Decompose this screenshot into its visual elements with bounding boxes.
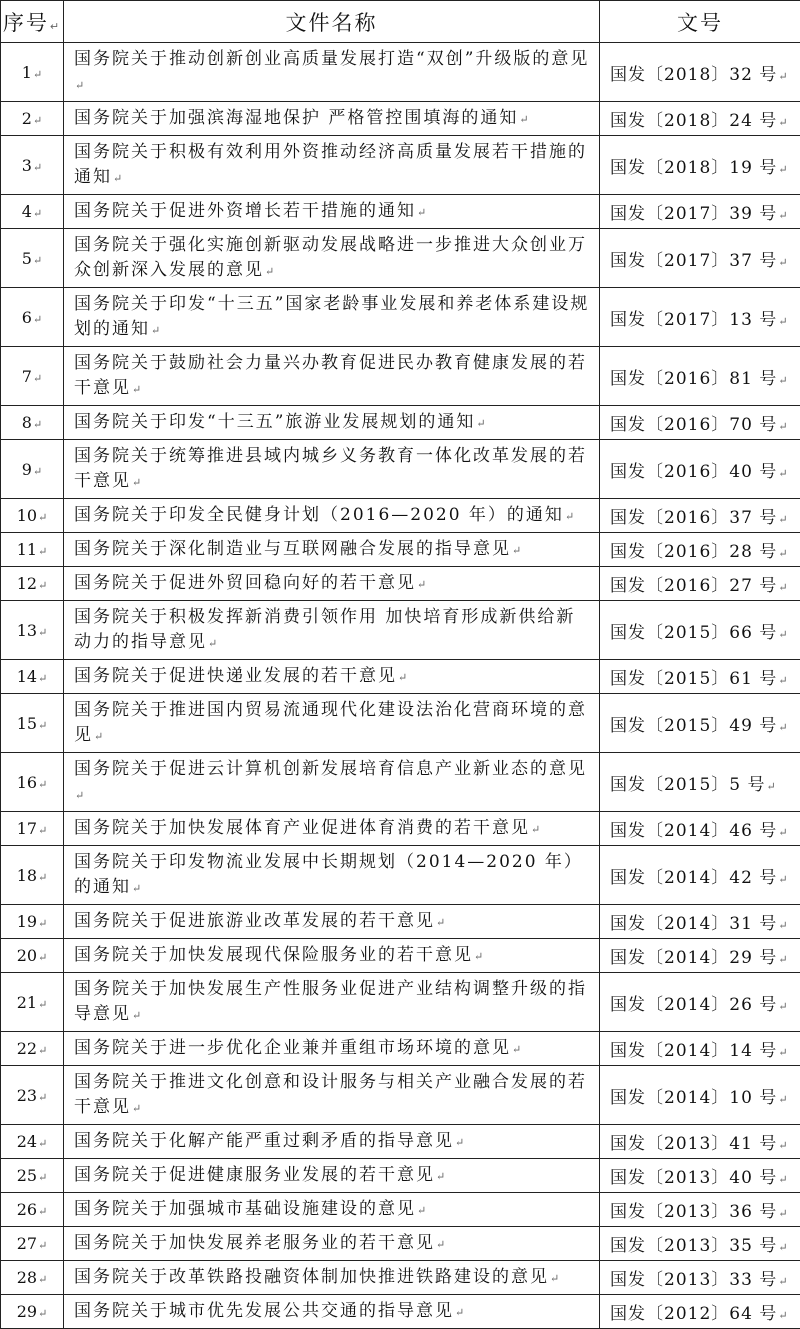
row-serial-number-text: 5 (22, 249, 32, 268)
table-row (1, 753, 800, 812)
paragraph-mark-icon: ↵ (38, 1171, 47, 1184)
row-document-code (600, 753, 800, 812)
row-serial-number-text: 26 (17, 1200, 37, 1219)
row-serial-number-text: 1 (22, 63, 32, 82)
paragraph-mark-icon: ↵ (778, 919, 788, 932)
paragraph-mark-icon: ↵ (436, 1170, 447, 1183)
paragraph-mark-icon: ↵ (565, 510, 576, 523)
row-document-code-text: 国发〔2018〕19 号 (610, 158, 777, 178)
paragraph-mark-icon: ↵ (38, 672, 47, 685)
paragraph-mark-icon: ↵ (33, 207, 42, 220)
table-row (1, 499, 800, 533)
paragraph-mark-icon: ↵ (38, 1091, 47, 1104)
row-document-name (64, 567, 600, 601)
row-document-code (600, 905, 800, 939)
row-serial-number-text: 7 (22, 367, 32, 386)
row-document-code-text: 国发〔2013〕40 号 (610, 1168, 777, 1188)
paragraph-mark-icon: ↵ (38, 579, 47, 592)
row-serial-number-text: 18 (17, 866, 37, 885)
paragraph-mark-icon: ↵ (778, 1241, 788, 1254)
table-row (1, 1125, 800, 1159)
row-document-code-text: 国发〔2014〕31 号 (610, 914, 777, 934)
row-document-code (600, 195, 800, 229)
row-document-name-text: 国务院关于深化制造业与互联网融合发展的指导意见 (74, 539, 511, 559)
row-document-name-text: 国务院关于促进云计算机创新发展培育信息产业新业态的意见 (74, 759, 587, 779)
paragraph-mark-icon: ↵ (778, 163, 788, 176)
paragraph-mark-icon: ↵ (113, 172, 124, 185)
row-serial-number-text: 28 (17, 1268, 37, 1287)
table-row (1, 601, 800, 660)
paragraph-mark-icon: ↵ (132, 1009, 143, 1022)
paragraph-mark-icon: ↵ (33, 418, 42, 431)
paragraph-mark-icon: ↵ (778, 721, 788, 734)
row-serial-number (1, 660, 64, 694)
paragraph-mark-icon: ↵ (550, 1272, 561, 1285)
paragraph-mark-icon: ↵ (778, 873, 788, 886)
paragraph-mark-icon: ↵ (417, 1204, 428, 1217)
paragraph-mark-icon: ↵ (778, 70, 788, 83)
row-serial-number-text: 19 (17, 912, 37, 931)
row-document-code (600, 1227, 800, 1261)
paragraph-mark-icon: ↵ (778, 256, 788, 269)
row-document-name-text: 国务院关于促进外贸回稳向好的若干意见 (74, 573, 416, 593)
row-document-name (64, 694, 600, 753)
paragraph-mark-icon: ↵ (455, 1136, 466, 1149)
row-document-name (64, 601, 600, 660)
table-row (1, 660, 800, 694)
row-document-name (64, 288, 600, 347)
row-document-code (600, 567, 800, 601)
paragraph-mark-icon: ↵ (38, 626, 47, 639)
paragraph-mark-icon: ↵ (512, 544, 523, 557)
row-serial-number-text: 17 (17, 819, 37, 838)
row-serial-number (1, 973, 64, 1032)
table-row (1, 406, 800, 440)
header-serial-label: 序号 (3, 11, 49, 35)
paragraph-mark-icon: ↵ (38, 1044, 47, 1057)
row-document-code (600, 1159, 800, 1193)
row-document-name (64, 1032, 600, 1066)
row-document-name-text: 国务院关于改革铁路投融资体制加快推进铁路建设的意见 (74, 1267, 549, 1287)
paragraph-mark-icon: ↵ (778, 1275, 788, 1288)
paragraph-mark-icon: ↵ (455, 1306, 466, 1319)
paragraph-mark-icon: ↵ (33, 372, 42, 385)
row-document-code-text: 国发〔2016〕81 号 (610, 369, 777, 389)
header-serial-number (1, 1, 64, 43)
row-document-name-text: 国务院关于印发物流业发展中长期规划（2014—2020 年）的通知 (74, 852, 583, 897)
row-serial-number (1, 567, 64, 601)
row-document-code-text: 国发〔2015〕49 号 (610, 716, 777, 736)
row-document-name (64, 43, 600, 102)
header-document-name: 文件名称 (64, 1, 600, 43)
row-document-name (64, 533, 600, 567)
paragraph-mark-icon: ↵ (132, 476, 143, 489)
row-document-name-text: 国务院关于印发全民健身计划（2016—2020 年）的通知 (74, 505, 564, 525)
row-document-code-text: 国发〔2014〕42 号 (610, 868, 777, 888)
row-document-name (64, 1066, 600, 1125)
paragraph-mark-icon: ↵ (208, 637, 219, 650)
row-document-name-text: 国务院关于促进健康服务业发展的若干意见 (74, 1165, 435, 1185)
row-document-code (600, 440, 800, 499)
paragraph-mark-icon: ↵ (436, 916, 447, 929)
paragraph-mark-icon: ↵ (33, 465, 42, 478)
row-document-name-text: 国务院关于加强滨海湿地保护 严格管控围填海的通知 (74, 108, 518, 128)
row-document-code (600, 660, 800, 694)
paragraph-mark-icon: ↵ (778, 374, 788, 387)
row-document-name-text: 国务院关于统筹推进县域内城乡义务教育一体化改革发展的若干意见 (74, 446, 587, 491)
row-document-name (64, 102, 600, 136)
row-document-code (600, 1125, 800, 1159)
paragraph-mark-icon: ↵ (778, 116, 788, 129)
row-document-name (64, 973, 600, 1032)
paragraph-mark-icon: ↵ (417, 206, 428, 219)
row-document-name (64, 939, 600, 973)
paragraph-mark-icon: ↵ (75, 79, 86, 92)
row-document-name-text: 国务院关于进一步优化企业兼并重组市场环境的意见 (74, 1038, 511, 1058)
paragraph-mark-icon: ↵ (778, 209, 788, 222)
row-document-code (600, 102, 800, 136)
row-document-name-text: 国务院关于加快发展生产性服务业促进产业结构调整升级的指导意见 (74, 979, 587, 1024)
table-row (1, 694, 800, 753)
paragraph-mark-icon: ↵ (778, 1309, 788, 1322)
paragraph-mark-icon: ↵ (33, 114, 42, 127)
row-document-name (64, 440, 600, 499)
row-document-code (600, 136, 800, 195)
row-serial-number (1, 601, 64, 660)
paragraph-mark-icon: ↵ (778, 953, 788, 966)
row-serial-number (1, 440, 64, 499)
row-serial-number-text: 10 (17, 506, 37, 525)
paragraph-mark-icon: ↵ (33, 68, 42, 81)
row-document-name-text: 国务院关于鼓励社会力量兴办教育促进民办教育健康发展的若干意见 (74, 353, 587, 398)
table-row (1, 846, 800, 905)
row-document-name-text: 国务院关于促进快递业发展的若干意见 (74, 666, 397, 686)
row-document-code (600, 601, 800, 660)
row-serial-number-text: 16 (17, 773, 37, 792)
paragraph-mark-icon: ↵ (476, 417, 487, 430)
row-serial-number-text: 2 (22, 109, 32, 128)
paragraph-mark-icon: ↵ (151, 324, 162, 337)
row-document-name (64, 406, 600, 440)
table-row (1, 440, 800, 499)
row-serial-number-text: 11 (17, 540, 37, 559)
paragraph-mark-icon: ↵ (33, 313, 42, 326)
paragraph-mark-icon: ↵ (778, 1207, 788, 1220)
paragraph-mark-icon: ↵ (778, 628, 788, 641)
row-serial-number-text: 21 (17, 993, 37, 1012)
paragraph-mark-icon: ↵ (38, 871, 47, 884)
row-document-name (64, 660, 600, 694)
row-document-name (64, 229, 600, 288)
row-document-code (600, 1261, 800, 1295)
row-document-code-text: 国发〔2016〕27 号 (610, 576, 777, 596)
row-serial-number (1, 229, 64, 288)
row-document-name-text: 国务院关于城市优先发展公共交通的指导意见 (74, 1301, 454, 1321)
row-document-code (600, 499, 800, 533)
row-serial-number (1, 533, 64, 567)
row-document-code-text: 国发〔2013〕33 号 (610, 1270, 777, 1290)
row-document-code-text: 国发〔2012〕64 号 (610, 1304, 777, 1324)
table-row (1, 1159, 800, 1193)
paragraph-mark-icon: ↵ (778, 467, 788, 480)
row-document-name (64, 1125, 600, 1159)
row-serial-number-text: 15 (17, 714, 37, 733)
paragraph-mark-icon: ↵ (38, 1205, 47, 1218)
row-document-code-text: 国发〔2016〕37 号 (610, 508, 777, 528)
row-serial-number (1, 905, 64, 939)
paragraph-mark-icon: ↵ (265, 265, 276, 278)
row-document-name (64, 753, 600, 812)
row-document-name (64, 1261, 600, 1295)
paragraph-mark-icon: ↵ (519, 113, 530, 126)
row-document-code-text: 国发〔2014〕14 号 (610, 1041, 777, 1061)
row-document-code (600, 1066, 800, 1125)
paragraph-mark-icon: ↵ (778, 1093, 788, 1106)
row-document-name-text: 国务院关于强化实施创新驱动发展战略进一步推进大众创业万众创新深入发展的意见 (74, 235, 587, 280)
paragraph-mark-icon: ↵ (778, 1139, 788, 1152)
paragraph-mark-icon: ↵ (38, 951, 47, 964)
paragraph-mark-icon: ↵ (38, 545, 47, 558)
row-document-code (600, 43, 800, 102)
row-serial-number-text: 22 (17, 1039, 37, 1058)
row-document-code-text: 国发〔2015〕5 号 (610, 775, 765, 795)
row-document-name (64, 1159, 600, 1193)
paragraph-mark-icon: ↵ (75, 789, 86, 802)
paragraph-mark-icon: ↵ (38, 778, 47, 791)
table-row (1, 195, 800, 229)
row-serial-number (1, 288, 64, 347)
row-document-code (600, 1032, 800, 1066)
paragraph-mark-icon: ↵ (512, 1043, 523, 1056)
table-row (1, 939, 800, 973)
row-document-name (64, 905, 600, 939)
row-serial-number-text: 12 (17, 574, 37, 593)
row-document-name-text: 国务院关于积极发挥新消费引领作用 加快培育形成新供给新动力的指导意见 (74, 607, 575, 652)
table-row (1, 43, 800, 102)
row-document-code-text: 国发〔2014〕46 号 (610, 821, 777, 841)
row-serial-number-text: 29 (17, 1302, 37, 1321)
row-serial-number (1, 939, 64, 973)
row-document-code (600, 288, 800, 347)
paragraph-mark-icon: ↵ (94, 730, 105, 743)
row-document-name-text: 国务院关于加快发展体育产业促进体育消费的若干意见 (74, 818, 530, 838)
table-row (1, 347, 800, 406)
row-document-name-text: 国务院关于促进外资增长若干措施的通知 (74, 201, 416, 221)
paragraph-mark-icon: ↵ (436, 1238, 447, 1251)
paragraph-mark-icon: ↵ (38, 824, 47, 837)
row-serial-number-text: 6 (22, 308, 32, 327)
paragraph-mark-icon: ↵ (778, 315, 788, 328)
paragraph-mark-icon: ↵ (33, 161, 42, 174)
row-document-name-text: 国务院关于推进文化创意和设计服务与相关产业融合发展的若干意见 (74, 1072, 587, 1117)
row-document-name (64, 812, 600, 846)
row-document-code-text: 国发〔2013〕36 号 (610, 1202, 777, 1222)
paragraph-mark-icon: ↵ (778, 547, 788, 560)
table-row (1, 567, 800, 601)
paragraph-mark-icon: ↵ (766, 780, 776, 793)
paragraph-mark-icon: ↵ (38, 998, 47, 1011)
row-serial-number (1, 812, 64, 846)
row-serial-number (1, 406, 64, 440)
row-document-code-text: 国发〔2017〕13 号 (610, 310, 777, 330)
paragraph-mark-icon: ↵ (33, 254, 42, 267)
paragraph-mark-icon: ↵ (474, 950, 485, 963)
paragraph-mark-icon: ↵ (778, 420, 788, 433)
row-document-name-text: 国务院关于积极有效利用外资推动经济高质量发展若干措施的通知 (74, 142, 587, 187)
row-document-code (600, 694, 800, 753)
row-document-code (600, 1295, 800, 1329)
table-row (1, 1193, 800, 1227)
row-document-code (600, 846, 800, 905)
row-serial-number (1, 1227, 64, 1261)
row-serial-number (1, 846, 64, 905)
row-document-code-text: 国发〔2017〕39 号 (610, 204, 777, 224)
row-document-code (600, 406, 800, 440)
row-document-code-text: 国发〔2013〕35 号 (610, 1236, 777, 1256)
table-row (1, 1227, 800, 1261)
row-serial-number (1, 1159, 64, 1193)
paragraph-mark-icon: ↵ (38, 719, 47, 732)
row-document-name-text: 国务院关于化解产能严重过剩矛盾的指导意见 (74, 1131, 454, 1151)
paragraph-mark-icon: ↵ (778, 581, 788, 594)
row-document-name-text: 国务院关于加快发展养老服务业的若干意见 (74, 1233, 435, 1253)
paragraph-mark-icon: ↵ (38, 917, 47, 930)
paragraph-mark-icon: ↵ (398, 671, 409, 684)
table-row (1, 229, 800, 288)
table-row (1, 102, 800, 136)
paragraph-mark-icon: ↵ (531, 823, 542, 836)
row-document-name (64, 136, 600, 195)
row-serial-number (1, 43, 64, 102)
row-document-code (600, 1193, 800, 1227)
row-serial-number (1, 195, 64, 229)
row-document-code-text: 国发〔2016〕40 号 (610, 462, 777, 482)
row-serial-number (1, 1295, 64, 1329)
table-row (1, 288, 800, 347)
paragraph-mark-icon: ↵ (132, 383, 143, 396)
row-document-name (64, 347, 600, 406)
paragraph-mark-icon: ↵ (38, 511, 47, 524)
row-serial-number-text: 24 (17, 1132, 37, 1151)
row-serial-number (1, 1066, 64, 1125)
table-row (1, 812, 800, 846)
row-serial-number-text: 25 (17, 1166, 37, 1185)
row-serial-number-text: 20 (17, 946, 37, 965)
row-serial-number (1, 499, 64, 533)
table-row (1, 1295, 800, 1329)
row-document-code-text: 国发〔2014〕10 号 (610, 1088, 777, 1108)
row-serial-number (1, 1032, 64, 1066)
row-serial-number (1, 347, 64, 406)
row-document-code-text: 国发〔2018〕24 号 (610, 111, 777, 131)
row-serial-number-text: 3 (22, 156, 32, 175)
row-document-code (600, 533, 800, 567)
table-row (1, 905, 800, 939)
row-document-name (64, 1193, 600, 1227)
paragraph-mark-icon: ↵ (778, 1000, 788, 1013)
paragraph-mark-icon: ↵ (50, 20, 61, 33)
row-document-code-text: 国发〔2017〕37 号 (610, 251, 777, 271)
row-serial-number (1, 102, 64, 136)
paragraph-mark-icon: ↵ (38, 1307, 47, 1320)
row-document-code-text: 国发〔2016〕70 号 (610, 415, 777, 435)
row-document-code (600, 973, 800, 1032)
paragraph-mark-icon: ↵ (38, 1137, 47, 1150)
row-document-name (64, 846, 600, 905)
row-document-name-text: 国务院关于促进旅游业改革发展的若干意见 (74, 911, 435, 931)
row-document-name-text: 国务院关于加快发展现代保险服务业的若干意见 (74, 945, 473, 965)
paragraph-mark-icon: ↵ (778, 674, 788, 687)
row-document-code-text: 国发〔2015〕66 号 (610, 623, 777, 643)
table-row (1, 136, 800, 195)
paragraph-mark-icon: ↵ (778, 1173, 788, 1186)
row-document-name (64, 1227, 600, 1261)
row-serial-number-text: 14 (17, 667, 37, 686)
row-serial-number (1, 753, 64, 812)
row-serial-number-text: 4 (22, 202, 32, 221)
row-document-name-text: 国务院关于推进国内贸易流通现代化建设法治化营商环境的意见 (74, 700, 587, 745)
row-serial-number (1, 1125, 64, 1159)
row-document-code (600, 229, 800, 288)
row-document-code-text: 国发〔2016〕28 号 (610, 542, 777, 562)
paragraph-mark-icon: ↵ (132, 882, 143, 895)
paragraph-mark-icon: ↵ (38, 1273, 47, 1286)
paragraph-mark-icon: ↵ (132, 1102, 143, 1115)
paragraph-mark-icon: ↵ (417, 578, 428, 591)
table-row (1, 1032, 800, 1066)
table-header-row (1, 1, 800, 43)
row-document-name (64, 499, 600, 533)
row-document-code-text: 国发〔2018〕32 号 (610, 65, 777, 85)
paragraph-mark-icon: ↵ (778, 826, 788, 839)
paragraph-mark-icon: ↵ (778, 513, 788, 526)
row-serial-number (1, 1193, 64, 1227)
paragraph-mark-icon: ↵ (778, 1046, 788, 1059)
table-row (1, 973, 800, 1032)
row-document-code-text: 国发〔2014〕29 号 (610, 948, 777, 968)
row-document-code-text: 国发〔2014〕26 号 (610, 995, 777, 1015)
row-document-name (64, 195, 600, 229)
row-serial-number-text: 27 (17, 1234, 37, 1253)
row-document-name (64, 1295, 600, 1329)
row-document-code (600, 939, 800, 973)
row-document-code-text: 国发〔2013〕41 号 (610, 1134, 777, 1154)
row-document-name-text: 国务院关于推动创新创业高质量发展打造“双创”升级版的意见 (74, 49, 589, 69)
row-document-name-text: 国务院关于印发“十三五”国家老龄事业发展和养老体系建设规划的通知 (74, 294, 589, 339)
row-serial-number (1, 694, 64, 753)
table-row (1, 1066, 800, 1125)
header-document-code: 文号 (600, 1, 800, 43)
row-document-code (600, 347, 800, 406)
paragraph-mark-icon: ↵ (38, 1239, 47, 1252)
table-row (1, 533, 800, 567)
row-serial-number-text: 9 (22, 460, 32, 479)
row-serial-number-text: 8 (22, 413, 32, 432)
row-serial-number-text: 23 (17, 1086, 37, 1105)
table-row (1, 1261, 800, 1295)
row-document-name-text: 国务院关于印发“十三五”旅游业发展规划的通知 (74, 412, 475, 432)
row-document-code-text: 国发〔2015〕61 号 (610, 669, 777, 689)
row-document-name-text: 国务院关于加强城市基础设施建设的意见 (74, 1199, 416, 1219)
row-serial-number-text: 13 (17, 621, 37, 640)
row-document-code (600, 812, 800, 846)
row-serial-number (1, 136, 64, 195)
row-serial-number (1, 1261, 64, 1295)
